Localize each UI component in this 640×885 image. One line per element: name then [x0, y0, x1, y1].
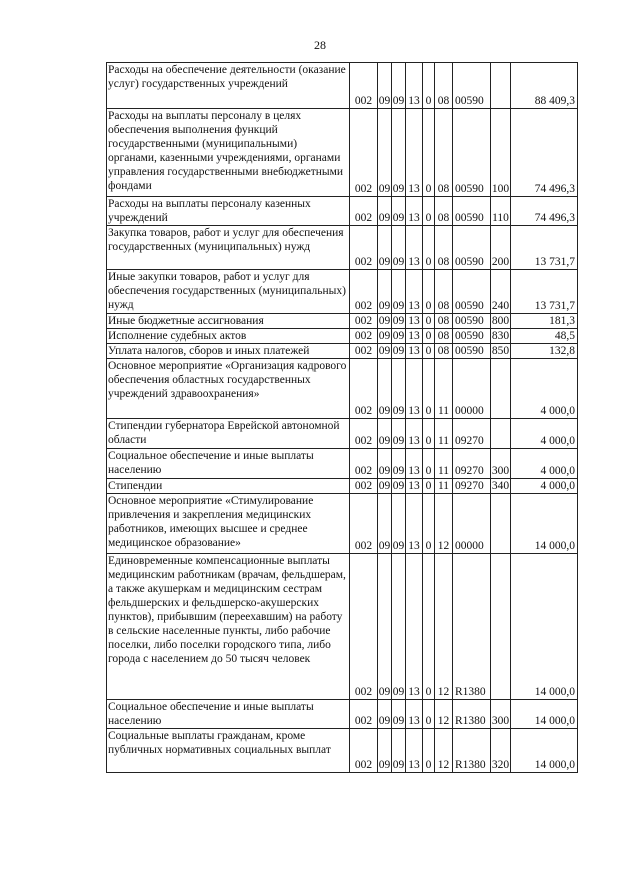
row-subsection-code: 09 [392, 359, 406, 419]
row-subsection-code: 09 [392, 345, 405, 357]
row-subsection-code: 09 [392, 480, 405, 492]
row-program-code: 13 [406, 494, 423, 554]
row-event-code: 11 [435, 359, 453, 419]
row-amount: 14 000,0 [511, 554, 578, 700]
row-subsection-code: 09 [392, 270, 406, 314]
row-expense-type-code [491, 494, 511, 554]
row-expense-type-code [491, 63, 511, 109]
row-name: Закупка товаров, работ и услуг для обеспечения государственных (муниципальных) нужд [107, 226, 350, 270]
row-ved-code: 002 [350, 109, 378, 197]
row-target-code: R1380 [453, 729, 491, 773]
row-section-code: 09 [378, 419, 392, 449]
row-expense-type-code: 830 [491, 330, 510, 342]
row-event-code: 08 [435, 270, 453, 314]
row-name: Единовременные компенсационные выплаты медицинским работникам (врачам, фельдшерам, а также акушеркам и медицинским сестрам фельдшерских и фельдшерско-акушерских пунктов), прибывшим (переехавшим) на работу в сельские населенные пункты, либо рабочие поселки, либо поселки городского типа, либо города с населением до 50 тысяч человек [107, 554, 350, 700]
row-subprogram-code: 0 [423, 344, 435, 359]
row-event-code: 11 [435, 479, 453, 494]
table-row [107, 359, 578, 419]
row-target-code: 09270 [453, 449, 491, 479]
row-program-code: 13 [406, 359, 423, 419]
row-ved-code: 002 [350, 494, 378, 554]
row-name: Расходы на выплаты персоналу в целях обеспечения выполнения функций государственными (муниципальными) органами, казенными учреждениями, органами управления государственными внебюджетными фондами [107, 109, 350, 197]
row-name: Основное мероприятие «Организация кадрового обеспечения областных государственных учреждений здравоохранения» [107, 359, 350, 419]
row-program-code: 13 [406, 729, 423, 773]
row-subsection-code: 09 [392, 419, 406, 449]
row-expense-type-code: 100 [491, 109, 511, 197]
row-program-code: 13 [406, 554, 423, 700]
row-section-code: 09 [378, 494, 392, 554]
row-name: Расходы на обеспечение деятельности (оказание услуг) государственных учреждений [107, 63, 350, 109]
budget-table [106, 62, 578, 773]
row-program-code: 13 [406, 449, 423, 479]
row-ved-code: 002 [350, 554, 378, 700]
row-name: Социальное обеспечение и иные выплаты населению [107, 700, 350, 729]
row-subsection-code: 09 [392, 729, 406, 773]
row-subsection-code: 09 [392, 494, 406, 554]
row-program-code: 13 [406, 270, 423, 314]
row-event-code: 08 [435, 329, 453, 344]
row-target-code: 00590 [453, 329, 491, 344]
row-event-code: 12 [435, 554, 453, 700]
row-name: Стипендии губернатора Еврейской автономной области [107, 419, 350, 449]
row-subsection-code: 09 [392, 554, 406, 700]
table-body [107, 63, 578, 773]
row-target-code: 00590 [453, 226, 491, 270]
row-subprogram-code: 0 [423, 226, 435, 270]
row-subsection-code: 09 [392, 63, 406, 109]
row-amount: 14 000,0 [511, 700, 578, 729]
row-ved-code: 002 [350, 314, 378, 329]
row-ved-code: 002 [350, 270, 378, 314]
row-program-code: 13 [406, 479, 423, 494]
row-ved-code: 002 [350, 359, 378, 419]
row-name: Расходы на выплаты персоналу казенных учреждений [107, 197, 350, 226]
row-section-code: 09 [378, 700, 392, 729]
row-amount: 14 000,0 [511, 729, 578, 773]
row-target-code: 00590 [453, 314, 491, 329]
row-event-code: 08 [435, 314, 453, 329]
row-ved-code: 002 [350, 449, 378, 479]
table-row [107, 494, 578, 554]
row-program-code: 13 [406, 314, 423, 329]
row-target-code: 00590 [453, 63, 491, 109]
row-event-code: 12 [435, 700, 453, 729]
row-target-code: 00590 [453, 197, 491, 226]
row-target-code: 00000 [453, 359, 491, 419]
row-target-code: 00590 [453, 344, 491, 359]
row-ved-code: 002 [350, 197, 378, 226]
row-program-code: 13 [406, 329, 423, 344]
row-amount: 14 000,0 [511, 494, 578, 554]
row-section-code: 09 [378, 63, 392, 109]
row-subprogram-code: 0 [423, 554, 435, 700]
row-program-code: 13 [406, 226, 423, 270]
row-target-code: 09270 [453, 419, 491, 449]
row-subprogram-code: 0 [423, 419, 435, 449]
row-subsection-code: 09 [392, 449, 406, 479]
row-target-code: 00590 [453, 270, 491, 314]
row-subprogram-code: 0 [423, 109, 435, 197]
row-expense-type-code: 800 [491, 315, 510, 327]
table-row [107, 314, 578, 329]
row-expense-type-code: 300 [491, 700, 511, 729]
row-subprogram-code: 0 [423, 63, 435, 109]
row-amount: 48,5 [511, 329, 578, 344]
row-subprogram-code: 0 [423, 700, 435, 729]
row-subprogram-code: 0 [423, 197, 435, 226]
row-amount: 4 000,0 [511, 359, 578, 419]
row-section-code: 09 [378, 480, 391, 492]
page-number: 28 [314, 38, 326, 52]
row-subsection-code: 09 [392, 226, 406, 270]
row-name: Иные бюджетные ассигнования [107, 314, 350, 329]
row-subprogram-code: 0 [423, 729, 435, 773]
row-subsection-code: 09 [392, 700, 406, 729]
row-section-code: 09 [378, 330, 391, 342]
row-subsection-code: 09 [392, 197, 406, 226]
row-event-code: 08 [435, 63, 453, 109]
row-amount: 74 496,3 [511, 109, 578, 197]
row-ved-code: 002 [350, 419, 378, 449]
row-section-code: 09 [378, 554, 392, 700]
row-subprogram-code: 0 [423, 359, 435, 419]
table-row [107, 63, 578, 109]
row-event-code: 08 [435, 109, 453, 197]
table-row [107, 270, 578, 314]
row-expense-type-code: 850 [491, 345, 510, 357]
row-ved-code: 002 [350, 700, 378, 729]
row-name: Уплата налогов, сборов и иных платежей [107, 344, 350, 359]
row-amount: 4 000,0 [511, 419, 578, 449]
row-event-code: 08 [435, 197, 453, 226]
row-section-code: 09 [378, 315, 391, 327]
row-target-code: 00590 [453, 109, 491, 197]
row-subprogram-code: 0 [423, 449, 435, 479]
row-ved-code: 002 [350, 329, 378, 344]
row-subsection-code: 09 [392, 330, 405, 342]
row-subprogram-code: 0 [423, 329, 435, 344]
row-subprogram-code: 0 [423, 479, 435, 494]
row-expense-type-code [491, 419, 511, 449]
row-name: Стипендии [107, 479, 350, 494]
row-event-code: 08 [435, 344, 453, 359]
table-row [107, 729, 578, 773]
row-amount: 13 731,7 [511, 226, 578, 270]
table-row [107, 329, 578, 344]
row-ved-code: 002 [350, 344, 378, 359]
row-subprogram-code: 0 [423, 494, 435, 554]
row-name: Социальные выплаты гражданам, кроме публичных нормативных социальных выплат [107, 729, 350, 773]
row-ved-code: 002 [350, 226, 378, 270]
row-program-code: 13 [406, 63, 423, 109]
row-expense-type-code: 320 [491, 729, 511, 773]
row-amount: 4 000,0 [511, 479, 578, 494]
row-event-code: 12 [435, 729, 453, 773]
row-expense-type-code: 340 [491, 480, 510, 492]
row-event-code: 11 [435, 449, 453, 479]
table-row [107, 554, 578, 700]
table-row [107, 449, 578, 479]
table-row [107, 419, 578, 449]
row-expense-type-code: 300 [491, 449, 511, 479]
row-program-code: 13 [406, 344, 423, 359]
row-event-code: 12 [435, 494, 453, 554]
row-program-code: 13 [406, 197, 423, 226]
row-program-code: 13 [406, 419, 423, 449]
row-name: Основное мероприятие «Стимулирование привлечения и закрепления медицинских работников, имеющих высшее и среднее медицинское образование» [107, 494, 350, 554]
row-program-code: 13 [406, 109, 423, 197]
row-target-code: 09270 [453, 479, 491, 494]
row-section-code: 09 [378, 345, 391, 357]
row-ved-code: 002 [350, 479, 378, 494]
row-name: Иные закупки товаров, работ и услуг для обеспечения государственных (муниципальных) нужд [107, 270, 350, 314]
row-subsection-code: 09 [392, 109, 406, 197]
row-section-code: 09 [378, 449, 392, 479]
row-subprogram-code: 0 [423, 314, 435, 329]
row-ved-code: 002 [350, 729, 378, 773]
table-row [107, 197, 578, 226]
row-amount: 4 000,0 [511, 449, 578, 479]
row-event-code: 11 [435, 419, 453, 449]
row-expense-type-code: 240 [491, 270, 511, 314]
row-section-code: 09 [378, 729, 392, 773]
row-section-code: 09 [378, 270, 392, 314]
row-section-code: 09 [378, 197, 392, 226]
row-program-code: 13 [406, 700, 423, 729]
row-target-code: 00000 [453, 494, 491, 554]
row-section-code: 09 [378, 359, 392, 419]
row-expense-type-code [491, 554, 511, 700]
table-row [107, 109, 578, 197]
row-expense-type-code [491, 359, 511, 419]
table-row [107, 226, 578, 270]
row-name: Исполнение судебных актов [107, 329, 350, 344]
row-name: Социальное обеспечение и иные выплаты населению [107, 449, 350, 479]
row-target-code: R1380 [453, 700, 491, 729]
row-ved-code: 002 [350, 63, 378, 109]
row-expense-type-code: 200 [491, 226, 511, 270]
row-event-code: 08 [435, 226, 453, 270]
row-amount: 181,3 [511, 314, 578, 329]
row-expense-type-code: 110 [491, 197, 511, 226]
table-row [107, 344, 578, 359]
row-subsection-code: 09 [392, 315, 405, 327]
row-amount: 13 731,7 [511, 270, 578, 314]
row-subprogram-code: 0 [423, 270, 435, 314]
row-section-code: 09 [378, 109, 392, 197]
row-amount: 132,8 [511, 344, 578, 359]
row-section-code: 09 [378, 226, 392, 270]
row-amount: 88 409,3 [511, 63, 578, 109]
table-row [107, 700, 578, 729]
table-row [107, 479, 578, 494]
row-target-code: R1380 [453, 554, 491, 700]
row-amount: 74 496,3 [511, 197, 578, 226]
